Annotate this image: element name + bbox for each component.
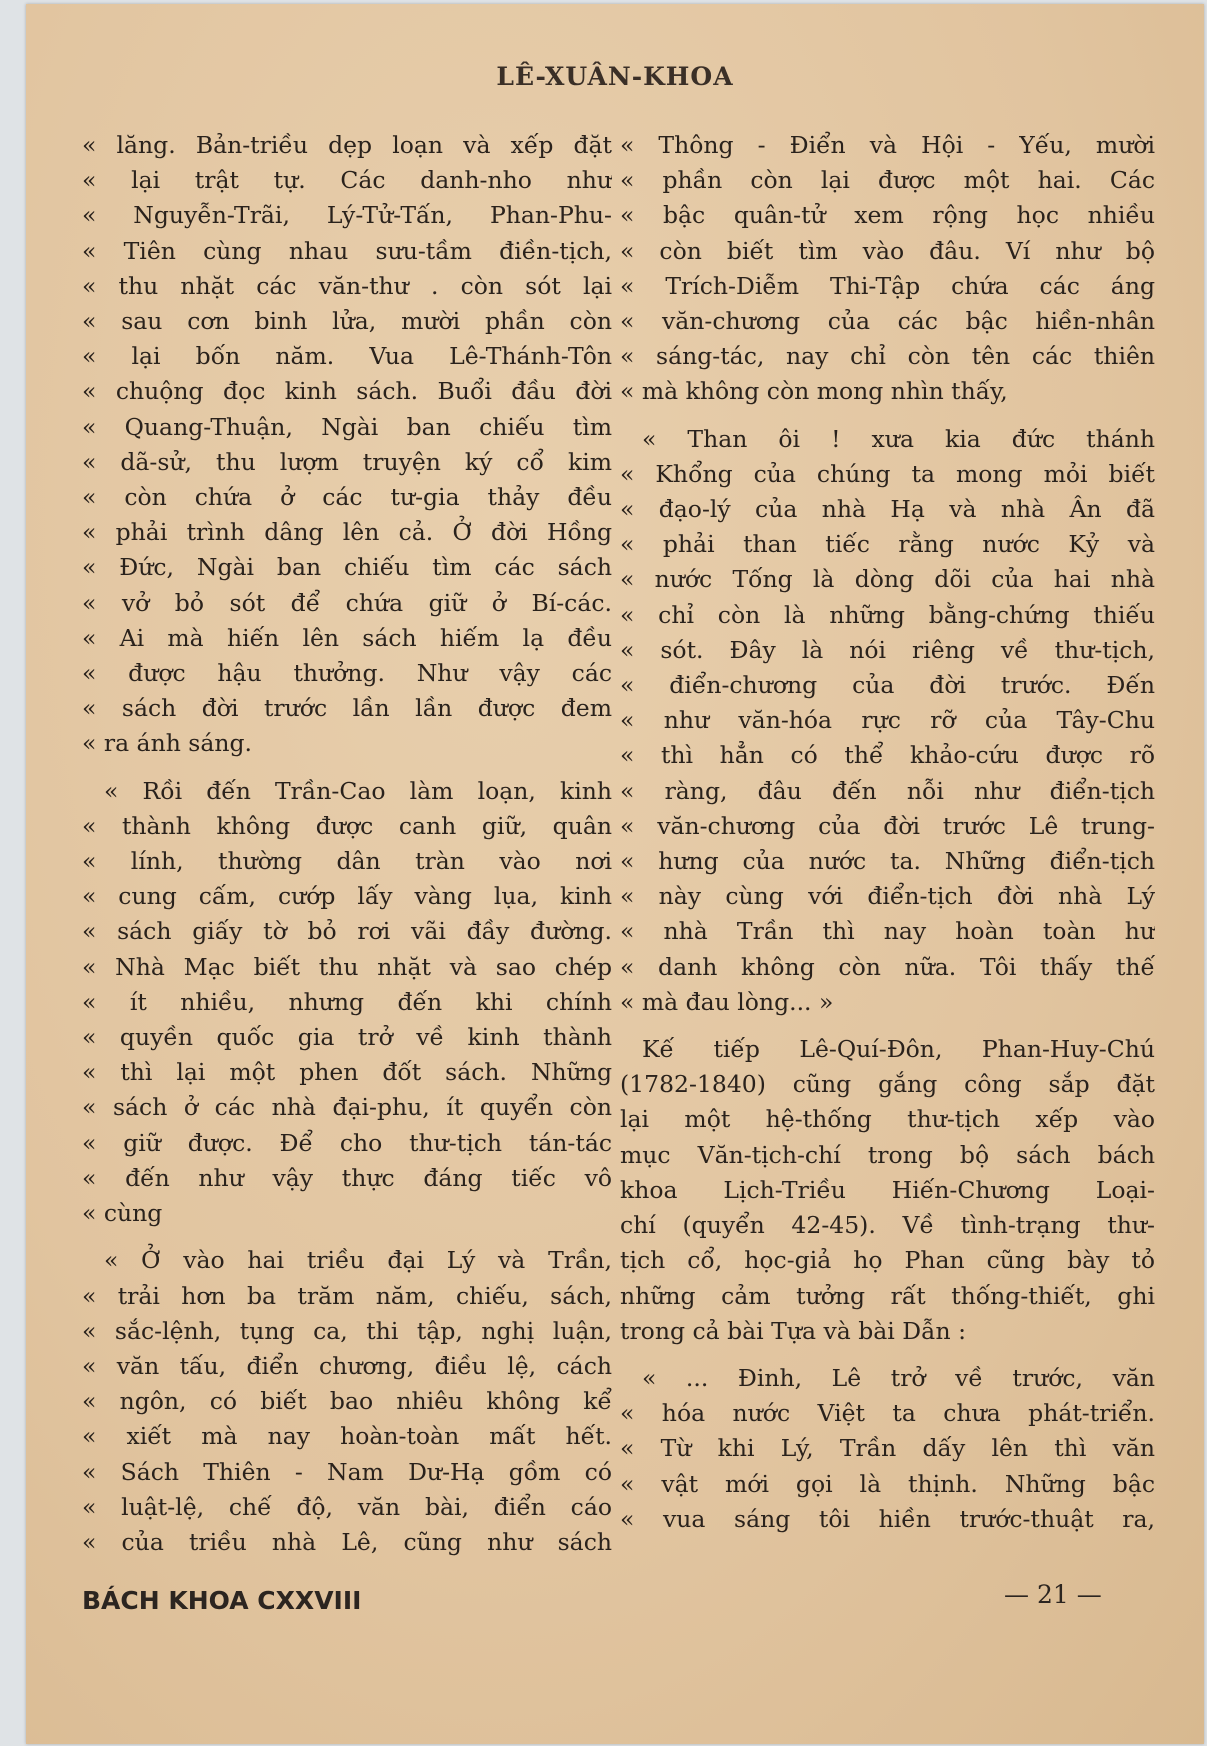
text-line: « được hậu thưởng. Như vậy các — [82, 659, 612, 688]
text-line: « ràng, đâu đến nỗi như điển-tịch — [620, 776, 1155, 805]
text-line: « sót. Đây là nói riêng về thư-tịch, — [620, 635, 1155, 664]
text-line: « lại bốn năm. Vua Lê-Thánh-Tôn — [82, 342, 612, 371]
text-line: « điển-chương của đời trước. Đến — [620, 671, 1155, 700]
text-line: « phần còn lại được một hai. Các — [620, 166, 1155, 195]
text-line: « phải trình dâng lên cả. Ở đời Hồng — [82, 518, 612, 547]
paragraph-gap — [82, 762, 612, 774]
text-line: « cùng — [82, 1199, 163, 1228]
paragraph-gap — [620, 1020, 1155, 1032]
text-line: « sáng-tác, nay chỉ còn tên các thiên — [620, 342, 1155, 371]
text-line: « ít nhiều, nhưng đến khi chính — [82, 987, 612, 1016]
text-line: « danh không còn nữa. Tôi thấy thế — [620, 952, 1155, 981]
text-line: chí (quyển 42-45). Về tình-trạng thư- — [620, 1211, 1155, 1240]
text-line: « Nguyễn-Trãi, Lý-Tử-Tấn, Phan-Phu- — [82, 201, 612, 230]
text-line: « Thông - Điển và Hội - Yếu, mười — [620, 131, 1155, 159]
text-line: « phải than tiếc rằng nước Kỷ và — [620, 530, 1155, 559]
text-line: « ngôn, có biết bao nhiêu không kể — [82, 1387, 612, 1416]
text-line: « lăng. Bản-triều dẹp loạn và xếp đặt — [82, 131, 612, 159]
text-line: « Nhà Mạc biết thu nhặt và sao chép — [82, 952, 612, 981]
text-line: « Than ôi ! xưa kia đức thánh — [642, 424, 1155, 453]
text-line: « mà không còn mong nhìn thấy, — [620, 377, 1008, 406]
text-line: « Trích-Diễm Thi-Tập chứa các áng — [620, 271, 1155, 300]
text-line: mục Văn-tịch-chí trong bộ sách bách — [620, 1140, 1155, 1169]
journal-footer: BÁCH KHOA CXXVIII — [82, 1586, 362, 1615]
text-line: (1782-1840) cũng gắng công sắp đặt — [620, 1070, 1155, 1099]
text-line: « ... Đinh, Lê trở về trước, văn — [642, 1363, 1155, 1392]
text-line: « nước Tống là dòng dõi của hai nhà — [620, 565, 1155, 594]
paragraph-gap — [620, 410, 1155, 422]
text-line: tịch cổ, học-giả họ Phan cũng bày tỏ — [620, 1246, 1155, 1275]
text-line: « hưng của nước ta. Những điển-tịch — [620, 847, 1155, 876]
text-line: « Sách Thiên - Nam Dư-Hạ gồm có — [82, 1457, 612, 1486]
book-page — [26, 4, 1204, 1744]
text-line: « văn tấu, điển chương, điều lệ, cách — [82, 1351, 612, 1380]
text-line: « chuộng đọc kinh sách. Buổi đầu đời — [82, 377, 612, 406]
text-line: « mà đau lòng... » — [620, 987, 834, 1016]
text-line: « văn-chương của đời trước Lê trung- — [620, 811, 1155, 840]
right-column — [620, 128, 1155, 1537]
text-line: « chỉ còn là những bằng-chứng thiếu — [620, 600, 1155, 629]
text-line: « thành không được canh giữ, quân — [82, 811, 612, 840]
text-line: « luật-lệ, chế độ, văn bài, điển cáo — [82, 1492, 612, 1521]
text-line: « vật mới gọi là thịnh. Những bậc — [620, 1469, 1155, 1498]
text-line: trong cả bài Tựa và bài Dẫn : — [620, 1316, 967, 1345]
text-line: « giữ được. Để cho thư-tịch tán-tác — [82, 1128, 612, 1157]
running-header: LÊ-XUÂN-KHOA — [496, 62, 734, 91]
text-line: « sắc-lệnh, tụng ca, thi tập, nghị luận, — [82, 1316, 612, 1345]
text-line: « Quang-Thuận, Ngài ban chiếu tìm — [82, 412, 612, 441]
text-line: lại một hệ-thống thư-tịch xếp vào — [620, 1105, 1155, 1134]
text-line: « dã-sử, thu lượm truyện ký cổ kim — [82, 447, 612, 476]
text-line: « Khổng của chúng ta mong mỏi biết — [620, 459, 1155, 488]
text-line: « văn-chương của các bậc hiền-nhân — [620, 307, 1155, 336]
text-line: « đạo-lý của nhà Hạ và nhà Ân đã — [620, 495, 1155, 524]
text-line: « trải hơn ba trăm năm, chiếu, sách, — [82, 1281, 612, 1310]
text-line: « thu nhặt các văn-thư . còn sót lại — [82, 271, 612, 300]
text-line: « thì hẳn có thể khảo-cứu được rõ — [620, 741, 1155, 770]
left-column — [82, 128, 612, 1560]
text-line: « vua sáng tôi hiền trước-thuật ra, — [620, 1504, 1155, 1533]
text-line: « này cùng với điển-tịch đời nhà Lý — [620, 882, 1155, 911]
text-line: « đến như vậy thực đáng tiếc vô — [82, 1163, 612, 1192]
text-line: « Rồi đến Trần-Cao làm loạn, kinh — [104, 776, 612, 805]
text-line: « thì lại một phen đốt sách. Những — [82, 1058, 612, 1087]
text-line: « bậc quân-tử xem rộng học nhiều — [620, 201, 1155, 230]
text-line: khoa Lịch-Triều Hiến-Chương Loại- — [620, 1175, 1155, 1204]
text-line: « sách giấy tờ bỏ rơi vãi đầy đường. — [82, 917, 612, 946]
text-line: « sau cơn binh lửa, mười phần còn — [82, 307, 612, 336]
text-line: « lại trật tự. Các danh-nho như — [82, 166, 612, 195]
text-line: « của triều nhà Lê, cũng như sách — [82, 1527, 612, 1556]
text-line: « xiết mà nay hoàn-toàn mất hết. — [82, 1422, 612, 1451]
text-line: « Đức, Ngài ban chiếu tìm các sách — [82, 553, 612, 582]
text-line: « Ở vào hai triều đại Lý và Trần, — [104, 1246, 612, 1275]
text-line: « Tiên cùng nhau sưu-tầm điền-tịch, — [82, 236, 612, 265]
text-line: Kế tiếp Lê-Quí-Đôn, Phan-Huy-Chú — [642, 1035, 1155, 1064]
text-line: « như văn-hóa rực rỡ của Tây-Chu — [620, 706, 1155, 735]
text-line: « ra ánh sáng. — [82, 729, 253, 758]
paragraph-gap — [620, 1349, 1155, 1361]
text-line: « còn biết tìm vào đâu. Ví như bộ — [620, 236, 1155, 265]
text-line: « vở bỏ sót để chứa giữ ở Bí-các. — [82, 588, 612, 617]
paragraph-gap — [82, 1231, 612, 1243]
text-line: « Từ khi Lý, Trần dấy lên thì văn — [620, 1434, 1155, 1463]
text-line: « Ai mà hiến lên sách hiếm lạ đều — [82, 623, 612, 652]
text-line: những cảm tưởng rất thống-thiết, ghi — [620, 1281, 1155, 1310]
text-line: « sách đời trước lần lần được đem — [82, 694, 612, 723]
text-line: « còn chứa ở các tư-gia thảy đều — [82, 483, 612, 512]
text-line: « quyền quốc gia trở về kinh thành — [82, 1023, 612, 1052]
page-number: — 21 — — [1004, 1580, 1102, 1609]
text-line: « hóa nước Việt ta chưa phát-triển. — [620, 1399, 1155, 1428]
text-line: « cung cấm, cướp lấy vàng lụa, kinh — [82, 882, 612, 911]
text-line: « nhà Trần thì nay hoàn toàn hư — [620, 917, 1155, 946]
text-line: « sách ở các nhà đại-phu, ít quyển còn — [82, 1093, 612, 1122]
text-line: « lính, thường dân tràn vào nơi — [82, 847, 612, 876]
